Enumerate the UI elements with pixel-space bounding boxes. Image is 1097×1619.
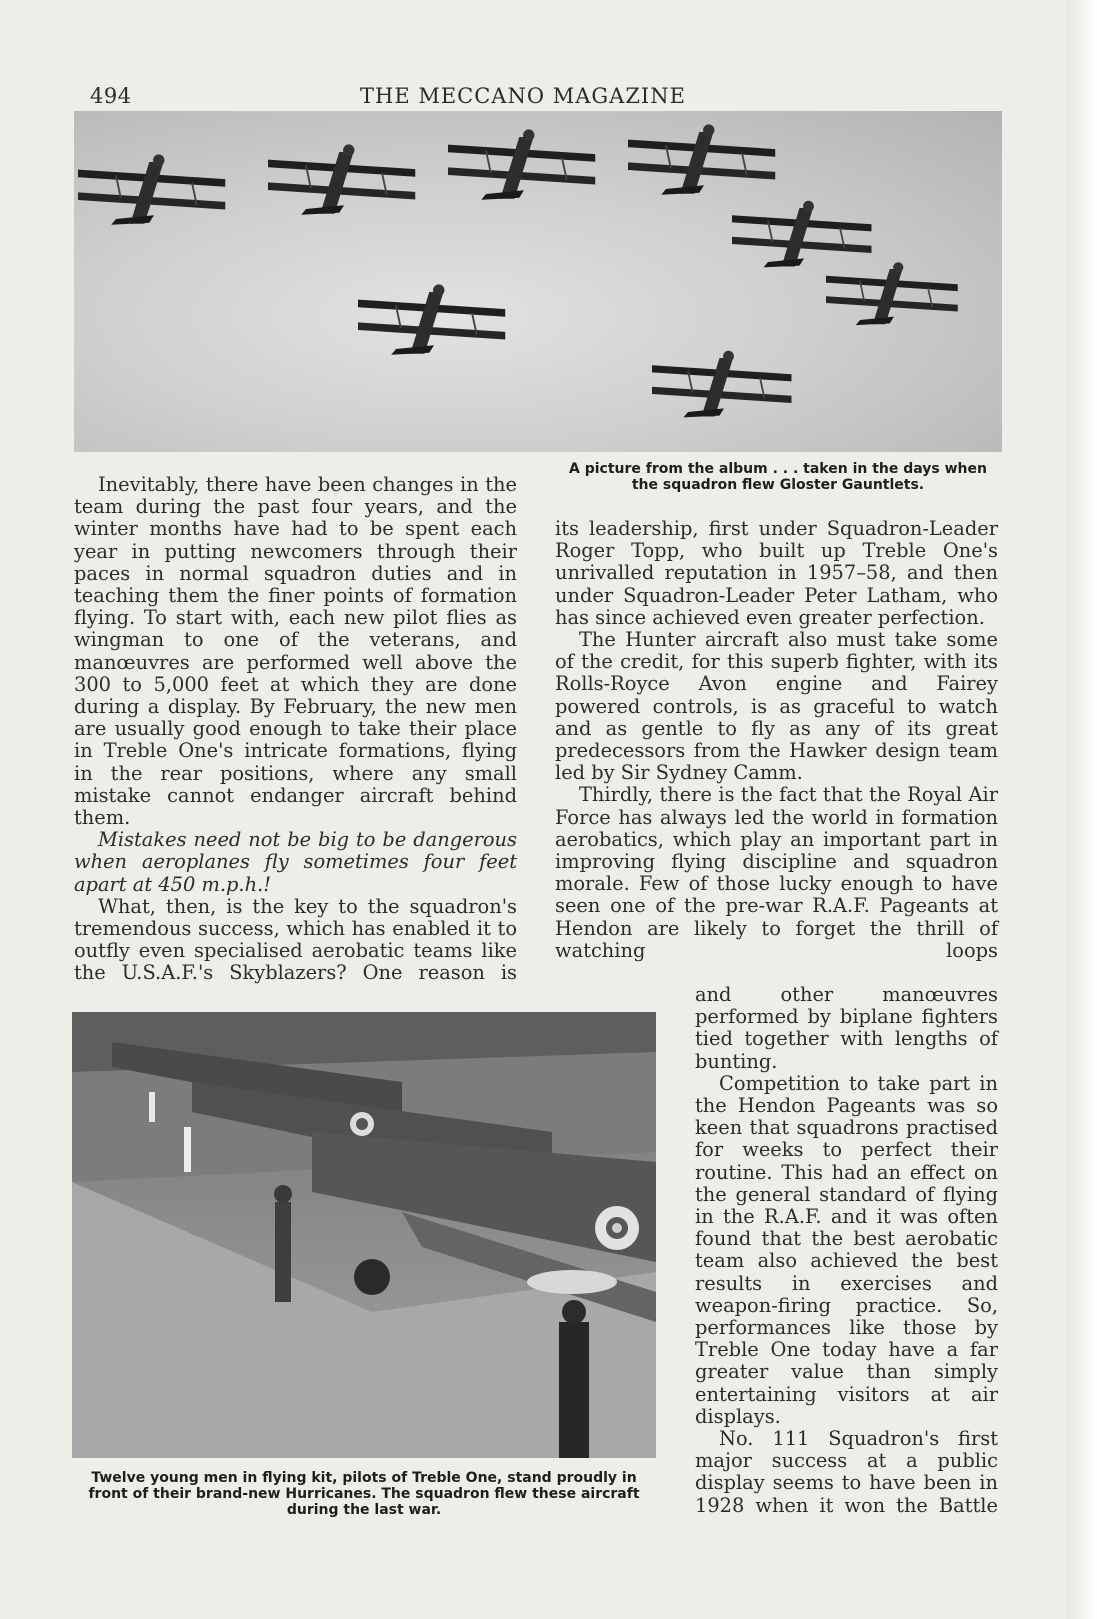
bottom-photo-caption [70, 1470, 658, 1518]
article-right-column [555, 518, 998, 962]
hurricane-lineup-photo [72, 1012, 656, 1458]
paragraph: its leadership, first under Squadron-Leader Roger Topp, who built up Treble One's unrivalled reputation in 1957–58, and then under Squadron-Leader Peter Latham, who has since achieved even greater perfection. [555, 517, 998, 629]
paragraph: The Hunter aircraft also must take some of the credit, for this superb fighter, with its Rolls-Royce Avon engine and Fairey powered controls, is as graceful to watch and as gentle to fly as any of its great predecessors from the Hawker design team led by Sir Sydney Camm. [555, 628, 998, 785]
bottom-caption-line3: during the last war. [286, 1502, 442, 1518]
hurricane-lineup-illustration [72, 1012, 656, 1458]
bottom-caption-line1: Twelve young men in flying kit, pilots of Treble One, stand proudly in [91, 1470, 637, 1486]
biplane-formation-photo [74, 111, 1002, 452]
paragraph: Inevitably, there have been changes in the team during the past four years, and the winter months have had to be spent each year in putting newcomers through their paces in normal squadron duties and in teaching them the finer points of formation flying. To start with, each new pilot flies as wingman to one of the veterans, and manœuvres are performed well above the 300 to 5,000 feet at which they are done during a display. By February, the new men are usually good enough to take their place in Treble One's intricate formations, flying in the rear positions, where any small mistake cannot endanger aircraft behind them. [74, 473, 517, 830]
top-caption-line1: A picture from the album . . . taken in the days when [569, 461, 987, 477]
paragraph: What, then, is the key to the squadron's tremendous success, which has enabled it to outfly even specialised aerobatic teams like the U.S.A.F.'s Skyblazers? One reason is [74, 894, 517, 985]
top-photo-caption [553, 461, 1003, 493]
bottom-caption-line2: front of their brand-new Hurricanes. The squadron flew these aircraft [88, 1486, 640, 1502]
page-edge [1067, 0, 1097, 1619]
paragraph: No. 111 Squadron's first major success at a public display seems to have been in 1928 when it won the Battle [695, 1427, 998, 1517]
page-header [0, 84, 1097, 114]
page-number: 494 [90, 84, 132, 108]
article-left-column [74, 474, 517, 985]
italic-paragraph: Mistakes need not be big to be dangerous when aeroplanes fly sometimes four feet apart at 450 m.p.h.! [74, 828, 517, 896]
biplane-formation-illustration [74, 111, 1002, 452]
top-caption-line2: the squadron flew Gloster Gauntlets. [631, 477, 925, 493]
paragraph: and other manœuvres performed by biplane fighters tied together with lengths of bunting. [695, 983, 998, 1073]
article-right-narrow-column [695, 984, 998, 1517]
paragraph: Thirdly, there is the fact that the Royal Air Force has always led the world in formation aerobatics, which play an important part in improving flying discipline and squadron morale. Few of those lucky enough to have seen one of the pre-war R.A.F. Pageants at Hendon are likely to forget the thrill of watching loops [555, 783, 998, 962]
paragraph: Competition to take part in the Hendon Pageants was so keen that squadrons practised for weeks to perfect their routine. This had an effect on the general standard of flying in the R.A.F. and it was often found that the best aerobatic team also achieved the best results in exercises and weapon-firing practice. So, performances like those by Treble One today have a far greater value than simply entertaining visitors at air displays. [695, 1071, 998, 1428]
magazine-title: THE MECCANO MAGAZINE [360, 84, 686, 108]
